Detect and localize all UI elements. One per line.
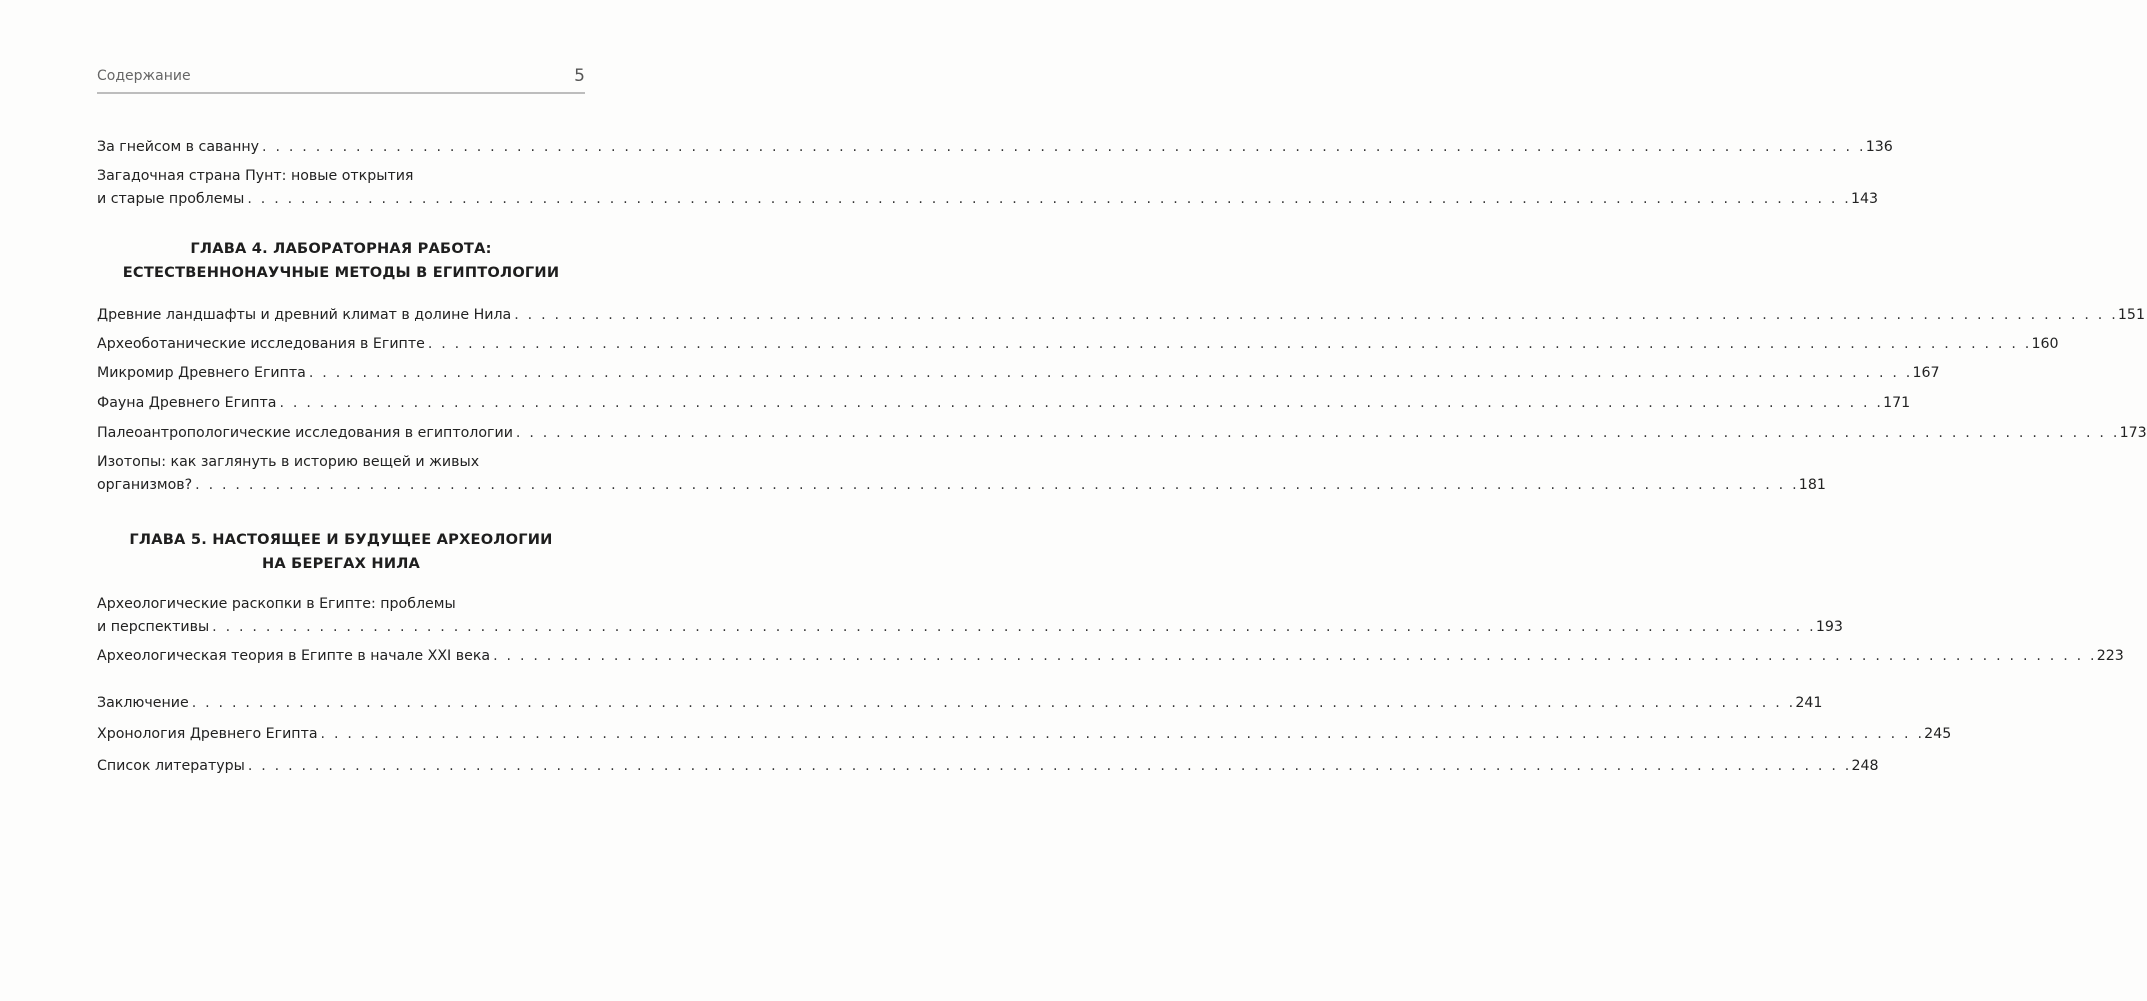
chapter-heading	[60, 237, 622, 285]
dot-leader: . . . . . . . . . . . . . . . . . . . . . . . . . . . . . . . . . . . . . . . . . . . . . . . . . . . . . . . . . . . . . . . . . . . . . . . . . . . . . . . . . . . . . . . . . . . . . . . . . . . . . . . . . . . . . . . . . . . . . . . .	[279, 395, 1884, 411]
toc-entry[interactable]	[97, 594, 584, 614]
dot-leader: . . . . . . . . . . . . . . . . . . . . . . . . . . . . . . . . . . . . . . . . . . . . . . . . . . . . . . . . . . . . . . . . . . . . . . . . . . . . . . . . . . . . . . . . . . . . . . . . . . . . . . . . . . . . . . . . . . . . . . . .	[195, 477, 1799, 493]
dot-leader: . . . . . . . . . . . . . . . . . . . . . . . . . . . . . . . . . . . . . . . . . . . . . . . . . . . . . . . . . . . . . . . . . . . . . . . . . . . . . . . . . . . . . . . . . . . . . . . . . . . . . . . . . . . . . . . . . . . . . . . .	[191, 695, 1796, 711]
dot-leader: . . . . . . . . . . . . . . . . . . . . . . . . . . . . . . . . . . . . . . . . . . . . . . . . . . . . . . . . . . . . . . . . . . . . . . . . . . . . . . . . . . . . . . . . . . . . . . . . . . . . . . . . . . . . . . . . . . . . . . . .	[308, 365, 1913, 381]
toc-entry-page: 171	[1883, 395, 1911, 411]
toc-entry-title: и старые проблемы	[97, 191, 245, 207]
toc-entry-page: 143	[1851, 191, 1879, 207]
toc-entry-page: 181	[1798, 477, 1826, 493]
toc-entry-page: 245	[1924, 726, 1952, 742]
toc-entry[interactable]	[97, 166, 584, 186]
toc-entry-page: 241	[1795, 695, 1823, 711]
toc-entry-title: организмов?	[97, 477, 193, 493]
toc-entry-title: Список литературы	[97, 758, 245, 774]
toc-entry[interactable]	[97, 423, 2147, 443]
toc-entry[interactable]	[97, 693, 1823, 713]
toc-entry[interactable]	[97, 189, 1879, 209]
toc-entry-page: 151	[2117, 307, 2145, 323]
toc-entry-title: Палеоантропологические исследования в египтологии	[97, 425, 513, 441]
toc-entry[interactable]	[97, 617, 1843, 637]
toc-entry[interactable]	[97, 475, 1826, 495]
toc-entry-page: 248	[1851, 758, 1879, 774]
header-rule	[97, 92, 585, 94]
toc-entry-title: Микромир Древнего Египта	[97, 365, 306, 381]
toc-entry-page: 160	[2031, 336, 2059, 352]
dot-leader: . . . . . . . . . . . . . . . . . . . . . . . . . . . . . . . . . . . . . . . . . . . . . . . . . . . . . . . . . . . . . . . . . . . . . . . . . . . . . . . . . . . . . . . . . . . . . . . . . . . . . . . . . . . . . . . . . . . . . . . .	[212, 619, 1816, 635]
dot-leader: . . . . . . . . . . . . . . . . . . . . . . . . . . . . . . . . . . . . . . . . . . . . . . . . . . . . . . . . . . . . . . . . . . . . . . . . . . . . . . . . . . . . . . . . . . . . . . . . . . . . . . . . . . . . . . . . . . . . . . . .	[427, 336, 2032, 352]
dot-leader: . . . . . . . . . . . . . . . . . . . . . . . . . . . . . . . . . . . . . . . . . . . . . . . . . . . . . . . . . . . . . . . . . . . . . . . . . . . . . . . . . . . . . . . . . . . . . . . . . . . . . . . . . . . . . . . . . . . . . . . .	[515, 425, 2120, 441]
toc-entry-title: и перспективы	[97, 619, 210, 635]
toc-entry-title: Хронология Древнего Египта	[97, 726, 318, 742]
toc-entry-title: Изотопы: как заглянуть в историю вещей и живых	[97, 454, 480, 470]
toc-entry-page: 173	[2119, 425, 2147, 441]
chapter-heading-line: ГЛАВА 4. ЛАБОРАТОРНАЯ РАБОТА:	[190, 240, 492, 257]
toc-entry-title: Археоботанические исследования в Египте	[97, 336, 425, 352]
toc-entry-page: 193	[1815, 619, 1843, 635]
toc-entry[interactable]	[97, 305, 2145, 325]
toc-entry[interactable]	[97, 724, 1952, 744]
toc-entry[interactable]	[97, 363, 1940, 383]
toc-entry-page: 167	[1912, 365, 1940, 381]
running-header-title: Содержание	[97, 68, 191, 84]
toc-entry-title: Загадочная страна Пунт: новые открытия	[97, 168, 414, 184]
toc-entry[interactable]	[97, 646, 2124, 666]
running-header	[97, 66, 585, 92]
dot-leader: . . . . . . . . . . . . . . . . . . . . . . . . . . . . . . . . . . . . . . . . . . . . . . . . . . . . . . . . . . . . . . . . . . . . . . . . . . . . . . . . . . . . . . . . . . . . . . . . . . . . . . . . . . . . . . . . . . . . . . . .	[247, 191, 1851, 207]
chapter-heading-line: НА БЕРЕГАХ НИЛА	[261, 555, 421, 572]
toc-entry[interactable]	[97, 452, 584, 472]
toc-entry-title: Заключение	[97, 695, 189, 711]
toc-entry[interactable]	[97, 334, 2059, 354]
toc-entry-page: 223	[2096, 648, 2124, 664]
chapter-heading-line: ЕСТЕСТВЕННОНАУЧНЫЕ МЕТОДЫ В ЕГИПТОЛОГИИ	[122, 264, 560, 281]
toc-entry-title: Фауна Древнего Египта	[97, 395, 277, 411]
toc-entry[interactable]	[97, 137, 1893, 157]
toc-entry-title: Древние ландшафты и древний климат в долине Нила	[97, 307, 512, 323]
chapter-heading-line: ГЛАВА 5. НАСТОЯЩЕЕ И БУДУЩЕЕ АРХЕОЛОГИИ	[129, 531, 553, 548]
toc-entry[interactable]	[97, 756, 1879, 776]
toc-entry[interactable]	[97, 393, 1911, 413]
dot-leader: . . . . . . . . . . . . . . . . . . . . . . . . . . . . . . . . . . . . . . . . . . . . . . . . . . . . . . . . . . . . . . . . . . . . . . . . . . . . . . . . . . . . . . . . . . . . . . . . . . . . . . . . . . . . . . . . . . . . . . . .	[493, 648, 2097, 664]
toc-entry-title: Археологическая теория в Египте в начале XXI века	[97, 648, 491, 664]
page-number: 5	[574, 66, 585, 86]
dot-leader: . . . . . . . . . . . . . . . . . . . . . . . . . . . . . . . . . . . . . . . . . . . . . . . . . . . . . . . . . . . . . . . . . . . . . . . . . . . . . . . . . . . . . . . . . . . . . . . . . . . . . . . . . . . . . . . . . . . . . . . .	[262, 139, 1866, 155]
toc-entry-title: Археологические раскопки в Египте: проблемы	[97, 596, 456, 612]
toc-entry-page: 136	[1865, 139, 1893, 155]
dot-leader: . . . . . . . . . . . . . . . . . . . . . . . . . . . . . . . . . . . . . . . . . . . . . . . . . . . . . . . . . . . . . . . . . . . . . . . . . . . . . . . . . . . . . . . . . . . . . . . . . . . . . . . . . . . . . . . . . . . . . . . .	[247, 758, 1852, 774]
dot-leader: . . . . . . . . . . . . . . . . . . . . . . . . . . . . . . . . . . . . . . . . . . . . . . . . . . . . . . . . . . . . . . . . . . . . . . . . . . . . . . . . . . . . . . . . . . . . . . . . . . . . . . . . . . . . . . . . . . . . . . . .	[514, 307, 2118, 323]
toc-entry-title: За гнейсом в саванну	[97, 139, 260, 155]
dot-leader: . . . . . . . . . . . . . . . . . . . . . . . . . . . . . . . . . . . . . . . . . . . . . . . . . . . . . . . . . . . . . . . . . . . . . . . . . . . . . . . . . . . . . . . . . . . . . . . . . . . . . . . . . . . . . . . . . . . . . . . .	[320, 726, 1925, 742]
chapter-heading	[60, 528, 622, 576]
